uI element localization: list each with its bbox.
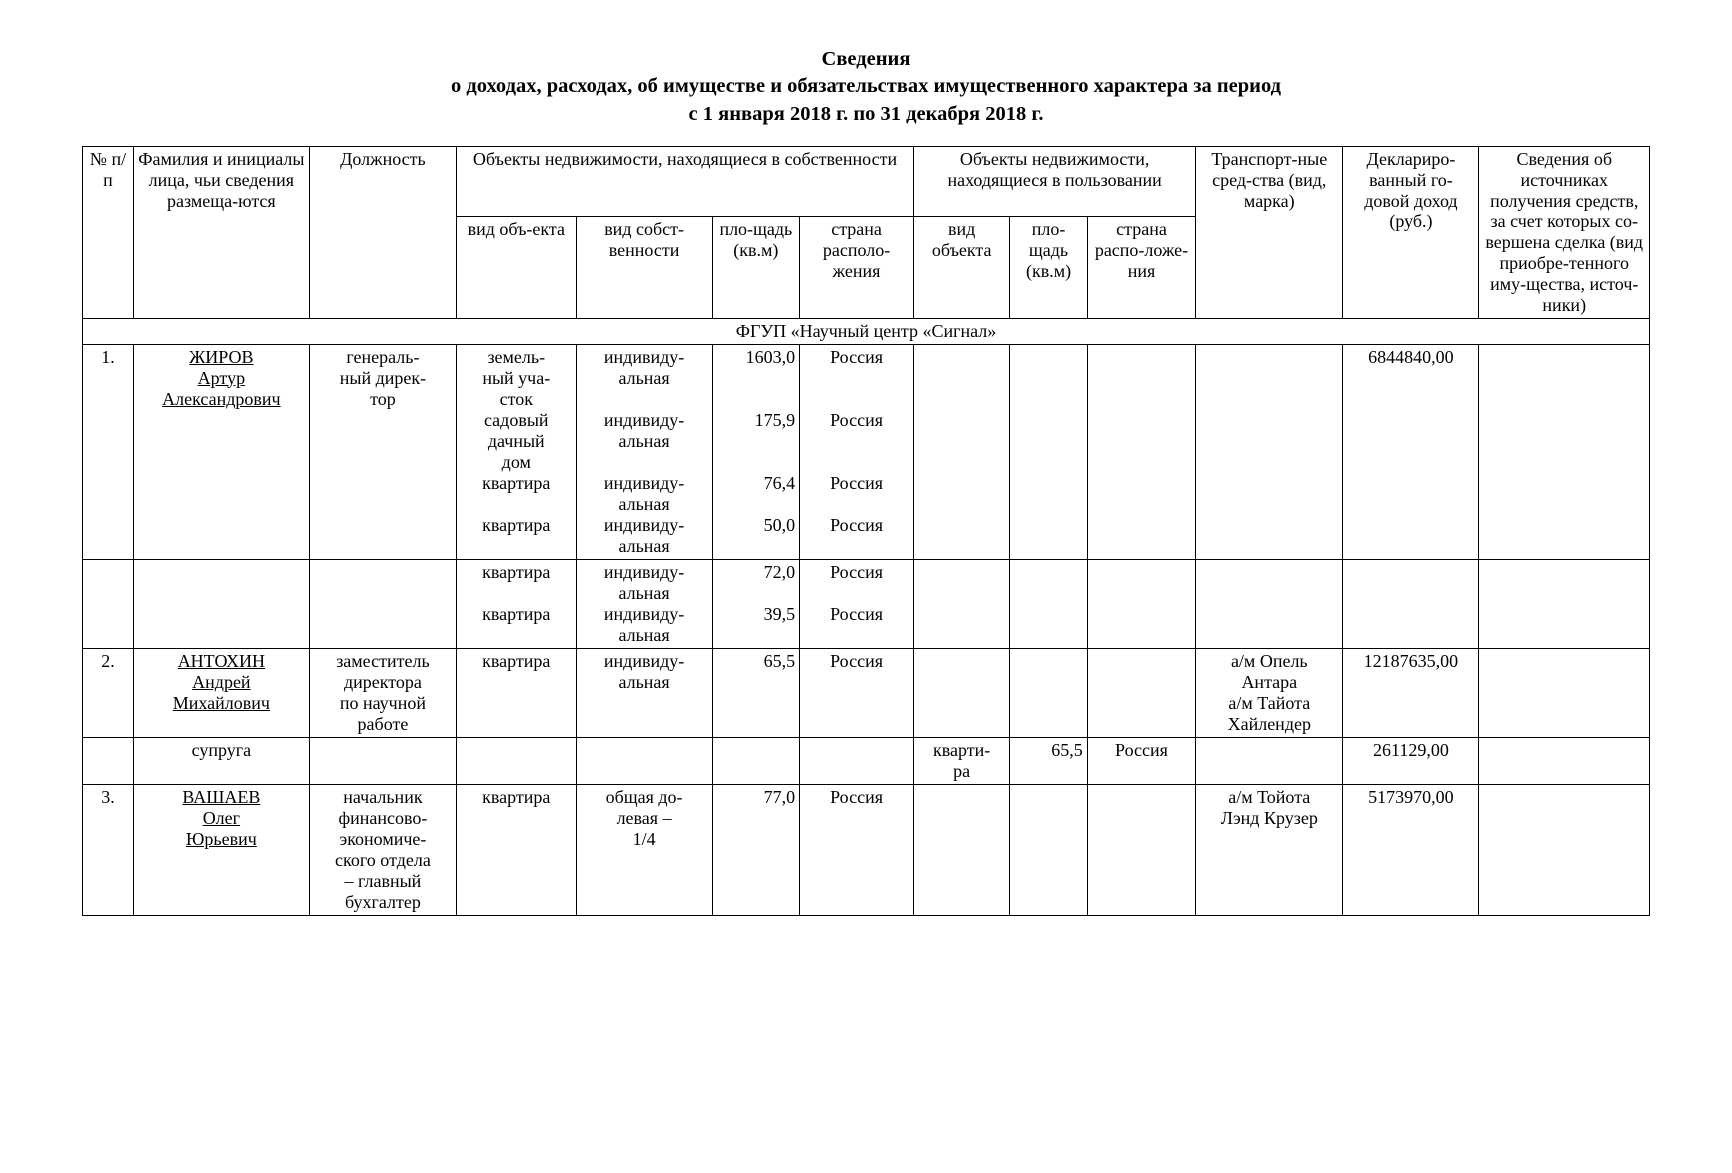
cell-person: АНТОХИН Андрей Михайлович bbox=[133, 648, 309, 737]
cell-used-area bbox=[1010, 784, 1087, 915]
cell-num bbox=[83, 737, 134, 784]
cell-used-country bbox=[1087, 784, 1195, 915]
cell-vehicles: а/м Тойота Лэнд Крузер bbox=[1196, 784, 1343, 915]
title-line-2: о доходах, расходах, об имуществе и обязательствах имущественного характера за период bbox=[450, 75, 1282, 98]
cell-num: 3. bbox=[83, 784, 134, 915]
cell-income: 12187635,00 bbox=[1343, 648, 1479, 737]
cell-owned-ownership: общая до- левая – 1/4 bbox=[576, 784, 712, 915]
cell-used-area: 65,5 bbox=[1010, 737, 1087, 784]
table-row bbox=[83, 559, 1650, 648]
cell-owned-area: 1603,0 175,9 76,4 50,0 bbox=[712, 344, 799, 559]
cell-sources bbox=[1479, 737, 1650, 784]
declaration-table bbox=[82, 146, 1650, 916]
cell-used-country: Россия bbox=[1087, 737, 1195, 784]
cell-num: 2. bbox=[83, 648, 134, 737]
cell-owned-country bbox=[800, 737, 914, 784]
cell-used-country bbox=[1087, 559, 1195, 648]
cell-owned-country: Россия bbox=[800, 784, 914, 915]
cell-owned-area: 65,5 bbox=[712, 648, 799, 737]
cell-vehicles bbox=[1196, 737, 1343, 784]
cell-owned-country: Россия Россия bbox=[800, 559, 914, 648]
cell-vehicles: а/м Опель Антара а/м Тайота Хайлендер bbox=[1196, 648, 1343, 737]
cell-income: 6844840,00 bbox=[1343, 344, 1479, 559]
cell-vehicles bbox=[1196, 559, 1343, 648]
col-header-used-area: пло-щадь (кв.м) bbox=[1010, 217, 1087, 319]
col-header-income: Деклариро-ванный го-довой доход (руб.) bbox=[1343, 146, 1479, 318]
cell-vehicles bbox=[1196, 344, 1343, 559]
group-header-owned: Объекты недвижимости, находящиеся в собственности bbox=[457, 146, 914, 216]
cell-owned-type: квартира квартира bbox=[457, 559, 577, 648]
cell-position: начальник финансово- экономиче- ского отдела – главный бухгалтер bbox=[309, 784, 456, 915]
cell-position bbox=[309, 559, 456, 648]
col-header-used-country: страна распо-ложе-ния bbox=[1087, 217, 1195, 319]
cell-income: 261129,00 bbox=[1343, 737, 1479, 784]
cell-person: ЖИРОВ Артур Александрович bbox=[133, 344, 309, 559]
table-body bbox=[83, 318, 1650, 915]
cell-position bbox=[309, 737, 456, 784]
page-title bbox=[0, 0, 1732, 128]
cell-owned-type: квартира bbox=[457, 648, 577, 737]
cell-position: заместитель директора по научной работе bbox=[309, 648, 456, 737]
cell-owned-type: земель- ный уча- сток садовый дачный дом квартира квартира bbox=[457, 344, 577, 559]
cell-sources bbox=[1479, 344, 1650, 559]
cell-person: ВАШАЕВ Олег Юрьевич bbox=[133, 784, 309, 915]
cell-used-type bbox=[914, 559, 1010, 648]
cell-used-type: кварти- ра bbox=[914, 737, 1010, 784]
cell-owned-area: 77,0 bbox=[712, 784, 799, 915]
organization-row bbox=[83, 318, 1650, 344]
title-line-3: с 1 января 2018 г. по 31 декабря 2018 г. bbox=[688, 102, 1044, 125]
cell-income: 5173970,00 bbox=[1343, 784, 1479, 915]
cell-income bbox=[1343, 559, 1479, 648]
cell-sources bbox=[1479, 559, 1650, 648]
cell-owned-ownership: индивиду- альная bbox=[576, 648, 712, 737]
title-line-1: Сведения bbox=[821, 48, 911, 70]
group-header-used: Объекты недвижимости, находящиеся в пользовании bbox=[914, 146, 1196, 216]
cell-owned-country: Россия Россия Россия Россия bbox=[800, 344, 914, 559]
table-header-row-1 bbox=[83, 146, 1650, 216]
col-header-num: № п/п bbox=[83, 146, 134, 318]
cell-used-country bbox=[1087, 344, 1195, 559]
col-header-person: Фамилия и инициалы лица, чьи сведения размеща-ются bbox=[133, 146, 309, 318]
cell-owned-type bbox=[457, 737, 577, 784]
cell-owned-type: квартира bbox=[457, 784, 577, 915]
col-header-owned-country: страна располо-жения bbox=[800, 217, 914, 319]
declaration-table-wrapper bbox=[0, 128, 1732, 916]
cell-sources bbox=[1479, 648, 1650, 737]
col-header-sources: Сведения об источниках получения средств, за счет которых со-вершена сделка (вид приобре-тенного иму-щества, источ-ники) bbox=[1479, 146, 1650, 318]
cell-used-area bbox=[1010, 648, 1087, 737]
cell-person bbox=[133, 559, 309, 648]
table-row bbox=[83, 784, 1650, 915]
col-header-owned-area: пло-щадь (кв.м) bbox=[712, 217, 799, 319]
col-header-used-type: вид объекта bbox=[914, 217, 1010, 319]
cell-owned-country: Россия bbox=[800, 648, 914, 737]
col-header-owned-type: вид объ-екта bbox=[457, 217, 577, 319]
table-row bbox=[83, 344, 1650, 559]
cell-owned-ownership: индивиду- альная индивиду- альная bbox=[576, 559, 712, 648]
cell-owned-area bbox=[712, 737, 799, 784]
cell-used-area bbox=[1010, 344, 1087, 559]
col-header-owned-ownership: вид собст-венности bbox=[576, 217, 712, 319]
table-row bbox=[83, 737, 1650, 784]
cell-used-country bbox=[1087, 648, 1195, 737]
cell-owned-ownership bbox=[576, 737, 712, 784]
table-row bbox=[83, 648, 1650, 737]
cell-num: 1. bbox=[83, 344, 134, 559]
cell-used-type bbox=[914, 784, 1010, 915]
cell-position: генераль- ный дирек- тор bbox=[309, 344, 456, 559]
col-header-vehicles: Транспорт-ные сред-ства (вид, марка) bbox=[1196, 146, 1343, 318]
cell-used-type bbox=[914, 344, 1010, 559]
cell-sources bbox=[1479, 784, 1650, 915]
col-header-position: Должность bbox=[309, 146, 456, 318]
cell-person-relative: супруга bbox=[133, 737, 309, 784]
cell-used-area bbox=[1010, 559, 1087, 648]
organization-name: ФГУП «Научный центр «Сигнал» bbox=[83, 318, 1650, 344]
cell-owned-area: 72,0 39,5 bbox=[712, 559, 799, 648]
cell-num bbox=[83, 559, 134, 648]
cell-used-type bbox=[914, 648, 1010, 737]
cell-owned-ownership: индивиду- альная индивиду- альная индивиду- альная индивиду- альная bbox=[576, 344, 712, 559]
